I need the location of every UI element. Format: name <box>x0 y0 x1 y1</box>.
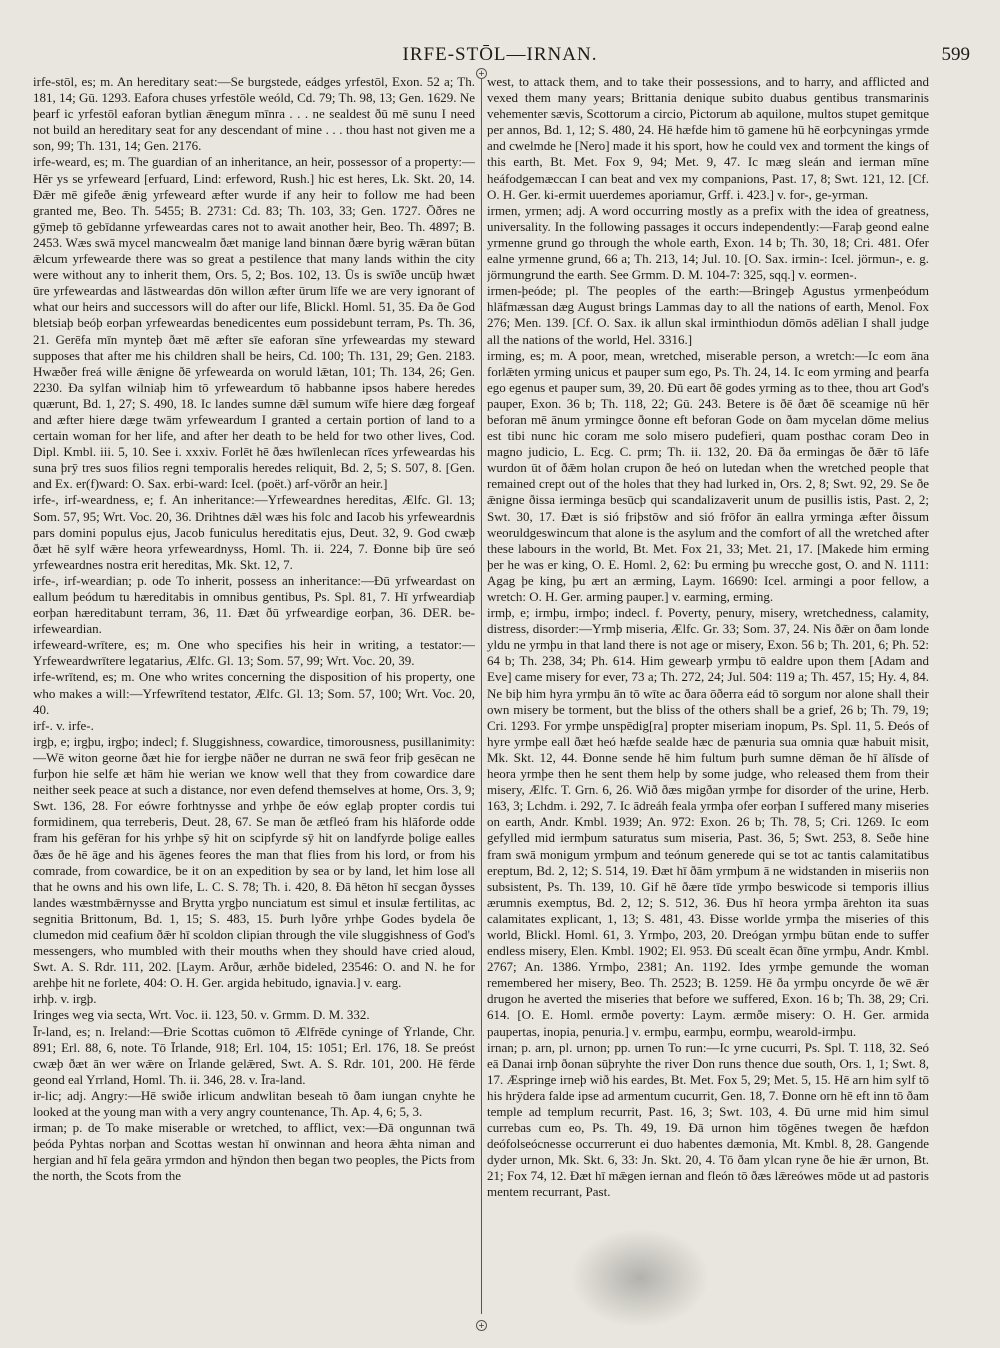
running-head: IRFE-STŌL—IRNAN. <box>402 44 598 65</box>
dictionary-entry: Īr-land, es; n. Ireland:—Ðrie Scottas cuōmon tō Ælfrēde cyninge of Ȳrlande, Chr. 891; Erl. 88, 6, note. Tō Īrlande, 918; Erl. 104, 15: 1051; Erl. 176, 18. Se preóst cwæþ ðæt ān wer wǣre on Īrlande gelǣred, Swt. A. S. Rdr. 101, 200. Hē fērde geond eal Yrrland, Homl. Th. ii. 346, 28. v. Īra-land. <box>33 1023 475 1087</box>
page-header <box>30 44 970 74</box>
column-divider <box>481 74 482 1314</box>
dictionary-entry: west, to attack them, and to take their possessions, and to harry, and afflicted and vexed them many years; Brittania denique subito duabus gentibus transmarinis vehementer sævis, Scottorum a circio, Pictorum ab aquilone, multos stupet gemitque per annos, Bd. 1, 12; S. 480, 24. Hē hæfde him tō gamene hū hē eorþcyningas yrmde and cwelmde he [Nero] made it his sport, how he could vex and torment the kings of this earth, Bt. Met. Fox 9, 94; Met. 9, 47. Ic mæg sleán and ierman mīne heáfodgemæccan I can beat and vex my companions, Past. 17, 8; Swt. 121, 12. [Cf. O. H. Ger. ki-ermit uuerdemes aporiamur, Grff. i. 423.] v. for-, ge-yrman. <box>487 74 929 202</box>
dictionary-entry: irfe-wrītend, es; m. One who writes concerning the disposition of his property, one who makes a will:—Yrfewrītend testator, Ælfc. Gl. 13; Som. 57, 100; Wrt. Voc. 20, 40. <box>33 669 475 717</box>
top-cross-icon: + <box>476 68 487 79</box>
dictionary-entry: irman; p. de To make miserable or wretched, to afflict, vex:—Ðā ongunnan twā þeóda Pyhtas norþan and Scottas westan hī onwinnan and heora ǣhta niman and hergian and hī fela geāra yrmdon and hȳndon then began two peoples, the Picts from the north, the Scots from the <box>33 1120 475 1184</box>
dictionary-entry: irfe-, irf-weardian; p. ode To inherit, possess an inheritance:—Ðū yrfweardast on eallum þeódum tu hæreditabis in omnibus gentibus, Ps. Spl. 81, 7. Hī yrfweardiaþ eorþan hæreditabunt terram, 36, 11. Ðæt ðū yrfweardige eorþan, 36. DER. be-irfeweardian. <box>33 572 475 637</box>
ink-stain <box>570 1228 710 1328</box>
right-column <box>487 74 929 1324</box>
left-column <box>33 74 475 1324</box>
dictionary-entry: irfe-, irf-weardness, e; f. An inheritance:—Yrfeweardnes hereditas, Ælfc. Gl. 13; Som. 57, 95; Wrt. Voc. 20, 36. Drihtnes dǣl wæs his folc and Iacob his yrfeweardnis pars domini populus ejus, Jacob funiculus hereditatis ejus, Deut. 32, 9. God cwæþ ðæt hē sylf wǣre heora yrfeweardnyss, Homl. Th. ii. 224, 7. Ðonne biþ ūre seó yrfeweardnes nostra erit hereditas, Mk. Skt. 12, 7. <box>33 492 475 572</box>
dictionary-entry: irming, es; m. A poor, mean, wretched, miserable person, a wretch:—Ic eom āna forlǣten yrming unicus et pauper sum ego, Ps. Th. 24, 14. Ic eom yrming and þearfa ego egenus et pauper sum, 39, 20. Ðū eart ðē godes yrming as to thee, thou art God's pauper, Exon. 36 b; Th. 118, 22; Gū. 243. Betere is ðē ðæt ðē sceamige nū hēr beforan mē ānum yrmingce ðonne eft beforan Gode on ðam mycelan dōme melius est tibi nunc hic coram me solo misero pudefieri, quam posthac coram Deo in magno judicio, L. Ecg. C. prm; Th. ii. 132, 20. Ðā ða ermingas ðe ðǣr tō lāfe wurdon ūt of ðǣm holan crupon ðe heó on lutedan when the wretched people that remained crept out of the holes that they had lurked in, Ors. 2, 8; Swt. 92, 29. Se ðe ǣnigne ðissa ierminga besūcþ qui scandalizaverit unum de pusillis istis, Past. 2, 2; Swt. 30, 17. Ðæt is sió friþstōw and sió frōfor ān eallra yrminga æfter ðissum weoruldgeswincum that alone is the asylum and the comfort of all the wretched after these labours in the world, Bt. Met. Fox 21, 33; Met. 21, 17. [Makede him erming þer he was er king, O. E. Homl. 2, 62: Þu erming þu wrecche gost, O. and N. 1111: Agag þe king, þu ært an ærming, Laym. 16690: Icel. armingi a poor fellow, a wretch: O. H. Ger. arming pauper.] v. earming, erming. <box>487 347 929 604</box>
dictionary-entry: irfe-stōl, es; m. An hereditary seat:—Se burgstede, eádges yrfestōl, Exon. 52 a; Th. 181, 14; Gū. 1293. Eafora chuses yrfestōle weóld, Cd. 79; Th. 98, 13; Gen. 1629. Ne þearf ic yrfestōl eaforan bytlian ǣnegum mīnra . . . ne sealdest ðū mē sunu I need not build an hereditary seat for any descendant of mine . . . thou hast not given me a son, 99; Th. 131, 14; Gen. 2176. <box>33 74 475 154</box>
dictionary-entry: irmen-þeóde; pl. The peoples of the earth:—Bringeþ Agustus yrmenþeódum hlāfmæssan dæg August brings Lammas day to all the nations of earth, Menol. Fox 276; Men. 139. [Cf. O. Sax. ik allun skal irminthiodun dōmōs adēlian I shall judge all the nations of the world, Hel. 3316.] <box>487 283 929 347</box>
dictionary-entry: Iringes weg via secta, Wrt. Voc. ii. 123, 50. v. Grmm. D. M. 332. <box>33 1007 370 1023</box>
page-number: 599 <box>941 44 970 65</box>
dictionary-entry: irfe-weard, es; m. The guardian of an inheritance, an heir, possessor of a property:—Hēr ys se yrfeweard [erfuard, Lind: erfeword, Rush.] hic est heres, Lk. Skt. 20, 14. Ðǣr mē gifeðe ǣnig yrfeweard æfter wurde if any heir to follow me had been granted me, Beo. Th. 5455; B. 2731: Cd. 83; Th. 103, 33; Gen. 1727. Ōðres ne gȳmeþ tō gebīdanne yrfeweardas cares not to await another heir, Beo. Th. 4897; B. 2453. Wæs swā mycel mancwealm ðæt manige land binnan ðære byrig wǣran būtan ǣlcum yrfewearde there was so great a pestilence that many lands within the city were without any to inherit them, Ors. 5, 2; Bos. 102, 13. Ūs is swīðe uncūþ hwæt ūre yrfeweardas and lāstweardas dōn willon æfter ūrum līfe we are very ignorant of what our heirs and successors will do after our life, Blickl. Homl. 51, 35. Ða ðe God bletsiaþ beóþ eorþan yrfeweardas benedicentes eum possidebunt terram, Ps. Th. 36, 21. Gerēfa mīn mynteþ ðæt mē æfter sīe eaforan sīne yrfeweardas my steward supposes that after me his children shall be heirs, Cd. 100; Th. 131, 29; Gen. 2183. Hwæðer freá wille ǣnigne ðē yrfewearda on woruld lǣtan, 101; Th. 134, 26; Gen. 2230. Ða sylfan wilniaþ him tō yrfeweardum tō habbanne ipsos habere heredes quærunt, Bd. 1, 27; S. 490, 18. Ic landes sumne dǣl sumum wīfe hiere dæg forgeaf and æfter hiere dæge twām yrfeweardum I granted a certain portion of land to a certain woman for her life, and after her death to be held for two other lives, Cod. Dipl. Kmbl. iii. 5, 10. See i. xxxiv. Forlēt hē ðæs hwīlenlecan rīces yrfeweardas his suna þrȳ tres suos filios regni temporalis heredes reliquit, Bd. 2, 5; S. 507, 8. [Gen. and Ex. er(f)ward: O. Sax. erbi-ward: Icel. (poët.) arf-vörðr an heir.] <box>33 154 475 492</box>
dictionary-entry: irmen, yrmen; adj. A word occurring mostly as a prefix with the idea of greatness, universality. In the following passages it occurs independently:—Faraþ geond ealne yrmenne grund go through the whole earth, Exon. 14 b; Th. 30, 18; Cri. 481. Ofer ealne yrmenne grund, 66 a; Th. 213, 14; Jul. 10. [O. Sax. irmin-: Icel. jörmun-, e. g. jörmungrund the earth. See Grmm. D. M. 104-7: 325, sqq.] v. eormen-. <box>487 202 929 283</box>
dictionary-entry: ir-lic; adj. Angry:—Hē swiðe irlicum andwlitan beseah tō ðam iungan cnyhte he looked at the young man with a very angry countenance, Th. Ap. 4, 6; 5, 3. <box>33 1087 475 1119</box>
dictionary-entry: irmþ, e; irmþu, irmþo; indecl. f. Poverty, penury, misery, wretchedness, calamity, distress, disorder:—Yrmþ miseria, Ælfc. Gr. 33; Som. 37, 24. Nis ðǣr on ðam londe yldu ne yrmþu in that land there is not age or misery, Exon. 56 b; Th. 201, 6; Ph. 52: 64 b; Th. 238, 34; Ph. 614. Him gewearþ yrmþu tō ealdre upon them [Adam and Eve] came misery for ever, 73 a; Th. 272, 24; Jul. 504: 119 a; Th. 457, 15; Hy. 4, 84. Ne biþ him hyra yrmþu ān tō wīte ac ðara ōðerra eád tō sorgum nor alone shall their own misery be torment, but the bliss of the others shall be a grief, 26 b; Th. 79, 19; Cri. 1293. For yrmþe unspēdig[ra] propter miseriam inopum, Ps. Spl. 11, 5. Ðeós of hyre yrmþe eall ðæt heó hæfde sealde hæc de pænuria sua omnia quæ habuit misit, Mk. Skt. 12, 44. Ðonne sende hē him fultum þurh sumne dēman ðe hī ālīsde of heora yrmþe then he sent them help by some judge, who released them from their misery, Ælfc. T. Grn. 6, 26. Wið ðæs migðan yrmþe for disorder of the urine, Herb. 163, 3; Lchdm. i. 292, 7. Ic ādreáh feala yrmþa ofer eorþan I suffered many miseries on earth, Andr. Kmbl. 1939; An. 972: Exon. 26 b; Th. 78, 5; Cri. 1269. Ic eom gefylled mid iermþum saturatus sum miseria, Past. 36, 5; Swt. 253, 8. Seðe hine fram swā monigum yrmþum and teónum generede qui se tot ac tantis calamitatibus ereptum, Bd. 2, 12; S. 514, 19. Ðæt hī ðām yrmþum ā ne widstanden in miseriis non subsistent, Ps. Th. 139, 10. Gif hē ðære tīde yrmþo beswicode si temporis illius ærumnis exemptus, Bd. 2, 12; S. 512, 36. Ðus hī heora yrmþa ārehton ita suas calamitates explicant, 1, 13; S. 481, 43. Ðisse worlde yrmþa the miseries of this world, Blickl. Homl. 61, 3. Yrmþo, 203, 20. Dreógan yrmþu būtan ende to suffer endless misery, Elen. Kmbl. 1902; El. 953. Ðū scealt ēcan ðīne yrmþu, Andr. Kmbl. 2767; An. 1386. Yrmþo, 2381; An. 1192. Ides yrmþe gemunde the woman remembered her misery, Beo. Th. 2523; B. 1259. Hē ða yrmþu oncyrde ðe wē ǣr drugon he averted the miseries that before we suffered, Exon. 16 b; Th. 38, 29; Cri. 614. [O. E. Homl. ermðe poverty: Laym. ærmðe misery: O. H. Ger. armida paupertas, inopia, penuria.] v. ermþu, earmþu, eormþu, wearold-irmþu. <box>487 605 929 1039</box>
dictionary-entry: irf-. v. irfe-. <box>33 717 94 733</box>
dictionary-entry: irhþ. v. irgþ. <box>33 991 97 1007</box>
dictionary-entry: irnan; p. arn, pl. urnon; pp. urnen To run:—Ic yrne cucurri, Ps. Spl. T. 118, 32. Seó eā Danai irnþ ðonan sūþryhte the river Don runs thence due south, Ors. 1, 1; Swt. 8, 17. Æspringe irneþ wið his eardes, Bt. Met. Fox 5, 29; Met. 5, 15. Hē arn him sylf tō his hrȳdera falde ipse ad armentum cucurrit, Gen. 18, 7. Ðonne orn hē eft inn tō ðam temple ad templum recurrit, Past. 16, 3; Swt. 103, 4. Ðū urne mid him simul currebas cum eo, Ps. Th. 49, 19. Ðā urnon him tōgēnes twegen ðe hæfdon deófolseócnesse occurrerunt ei duo habentes dæmonia, Mt. Kmbl. 8, 28. Gangende dyder urnon, Mk. Skt. 6, 33: Jn. Skt. 20, 4. Tō ðam ylcan ryne ðe hie ǣr urnon, Bt. 21; Fox 74, 12. Ðæt hī mǣgen iernan and fleón tō ðæs lǣreówes mōde ut ad pastoris mentem recurrant, Past. <box>487 1039 929 1200</box>
dictionary-entry: irgþ, e; irgþu, irgþo; indecl; f. Sluggishness, cowardice, timorousness, pusillanimity:—Wē witon georne ðæt hie for iergþe nāðer ne durran ne swā feor friþ gesēcan ne furþon hie selfe æt hām hie werian we know well that they from cowardice dare neither seek peace at such a distance, nor even defend themselves at home, Ors. 3, 9; Swt. 136, 28. For eówre forhtnysse and yrhþe ðe eów eglaþ propter cordis tui formidinem, qua terreberis, Deut. 28, 67. Se man ðe ætfleó fram his hlāforde odde fram his gefēran for his yrhþe sȳ hit on scipfyrde sȳ hit on landfyrde þolige ealles ðæs ðe hē āge and his āgenes feores the man that flies from his lord, or from his comrade, from cowardice, be it on an expedition by sea or by land, let him lose all that he owns and his own life, L. C. S. 78; Th. i. 420, 8. Ðā hēton hī secgan ðysses landes wæstmbǣrnysse and Brytta yrgþo nunciatum est simul et insulæ fertilitas, ac segnitia Brittonum, Bd. 1, 15; S. 483, 15. Þurh lyðre yrhþe Godes bydela ðe clumedon mid ceafium ðǣr hī scoldon clipian through the vile sluggishness of God's messengers, who mumbled with their mouths when they should have cried aloud, Swt. A. S. Rdr. 111, 202. [Laym. Arður, ærhðe bideled, 23546: O. and N. he for arehþe hit ne forlete, 404: O. H. Ger. argida hebitudo, ignavia.] v. earg. <box>33 733 475 991</box>
dictionary-entry: irfeweard-wrītere, es; m. One who specifies his heir in writing, a testator:—Yrfeweardwrītere legatarius, Ælfc. Gl. 13; Som. 57, 99; Wrt. Voc. 20, 39. <box>33 637 475 669</box>
bottom-cross-icon: + <box>476 1320 487 1331</box>
